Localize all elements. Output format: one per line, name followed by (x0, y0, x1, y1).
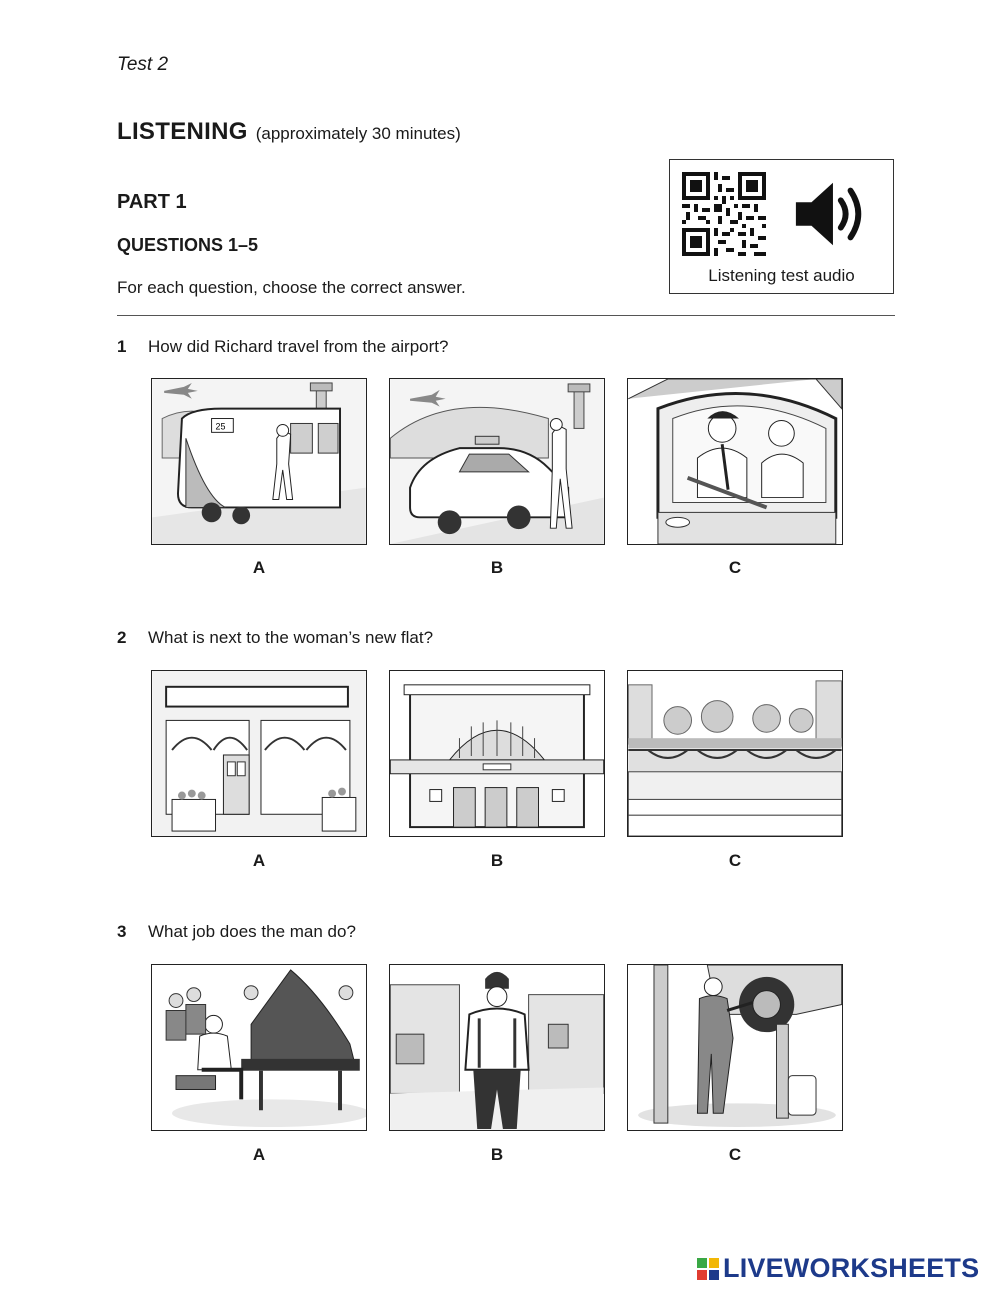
option-label[interactable]: A (252, 1145, 266, 1164)
option-label[interactable]: B (490, 851, 504, 870)
option-picture-station[interactable] (389, 670, 605, 837)
option-label[interactable]: C (728, 558, 742, 577)
qr-code-icon[interactable] (682, 172, 766, 256)
option-label[interactable]: C (728, 851, 742, 870)
liveworksheets-logo-icon (697, 1258, 719, 1280)
option-picture-police-officer[interactable] (389, 964, 605, 1131)
option-picture-bus[interactable] (151, 378, 367, 545)
question-text: How did Richard travel from the airport? (148, 337, 449, 356)
divider (117, 315, 895, 316)
option-label[interactable]: B (490, 1145, 504, 1164)
question-number: 1 (117, 337, 127, 356)
part-title: PART 1 (117, 191, 187, 213)
question-number: 2 (117, 628, 127, 647)
question-text: What is next to the woman’s new flat? (148, 628, 434, 647)
section-title (117, 118, 461, 146)
option-picture-mechanic[interactable] (627, 964, 843, 1131)
logo-text: LIVEWORKSHEETS (723, 1253, 980, 1283)
audio-caption: Listening test audio (708, 266, 855, 285)
option-label[interactable]: B (490, 558, 504, 577)
option-picture-taxi[interactable] (389, 378, 605, 545)
option-label[interactable]: A (252, 851, 266, 870)
section-title-text: LISTENING (117, 118, 248, 145)
questions-range: QUESTIONS 1–5 (117, 235, 259, 255)
bus-number: 25 (215, 421, 226, 432)
option-label[interactable]: C (728, 1145, 742, 1164)
test-label: Test 2 (117, 54, 169, 75)
instructions: For each question, choose the correct answer. (117, 278, 466, 297)
option-label[interactable]: A (252, 558, 266, 577)
liveworksheets-logo[interactable] (697, 1253, 993, 1285)
question-number: 3 (117, 922, 127, 941)
option-picture-bridge[interactable] (627, 670, 843, 837)
audio-box[interactable] (669, 159, 894, 294)
section-duration: (approximately 30 minutes) (255, 124, 461, 143)
option-picture-car[interactable] (627, 378, 843, 545)
question-text: What job does the man do? (148, 922, 356, 941)
option-picture-pianist[interactable] (151, 964, 367, 1131)
speaker-icon[interactable] (792, 176, 870, 252)
option-picture-shop[interactable] (151, 670, 367, 837)
